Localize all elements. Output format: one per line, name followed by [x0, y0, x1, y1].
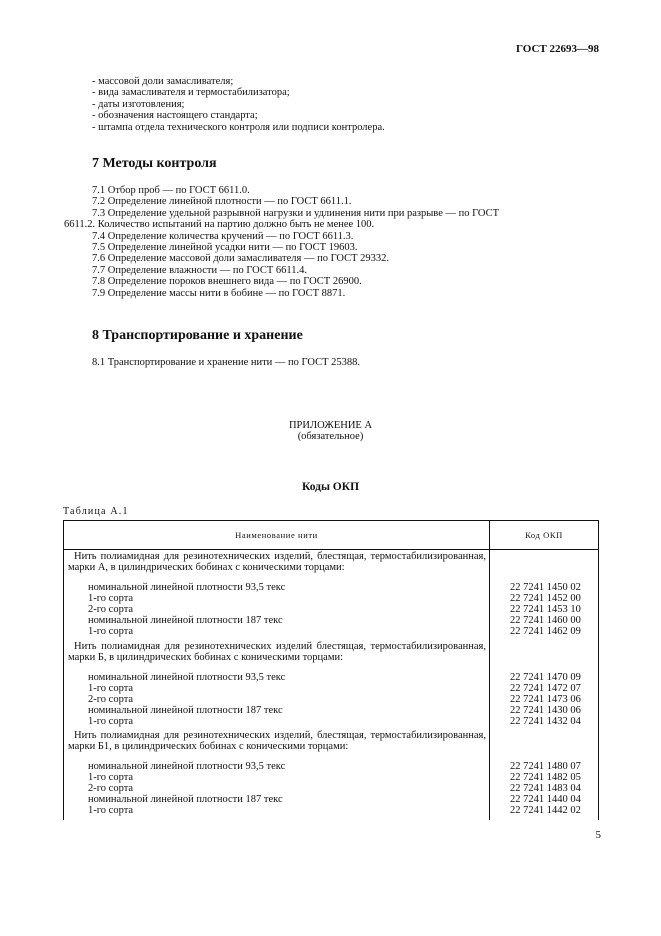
section-7-item: 7.2 Определение линейной плотности — по ГОСТ 6611.1. — [92, 196, 352, 208]
table-row-code: 22 7241 1432 04 — [510, 716, 581, 727]
table-row-code: 22 7241 1483 04 — [510, 783, 581, 794]
okp-codes-table — [63, 520, 599, 820]
table-group-description: Нить полиамидная для резинотехнических изделий, блестящая, термостабилизированная, марки А, в цилиндрических бобинах с коническими торцами: — [68, 551, 486, 574]
appendix-title: ПРИЛОЖЕНИЕ А — [288, 420, 373, 431]
table-row-name: 1-го сорта — [88, 593, 134, 604]
section-7-item: 7.4 Определение количества кручений — по ГОСТ 6611.3. — [92, 230, 354, 242]
list-item: - массовой доли замасливателя; — [92, 76, 234, 87]
table-row-code: 22 7241 1482 05 — [510, 772, 581, 783]
table-row-code: 22 7241 1442 02 — [510, 805, 581, 816]
table-row-name: номинальной линейной плотности 187 текс — [88, 794, 283, 805]
section-7-item: 7.9 Определение массы нити в бобине — по ГОСТ 8871. — [92, 287, 346, 299]
table-row-name: 1-го сорта — [88, 683, 134, 694]
column-header-name: Наименование нити — [235, 530, 318, 540]
table-group-description: Нить полиамидная для резинотехнических изделий, блестящая, термостабилизированная, марки Б1, в цилиндрических бобинах с коническими торцами: — [68, 730, 486, 753]
section-7-item: 7.5 Определение линейной усадки нити — по ГОСТ 19603. — [92, 241, 358, 253]
list-item: - вида замасливателя и термостабилизатора; — [92, 87, 290, 99]
table-row-name: 2-го сорта — [88, 694, 134, 705]
marking-list — [92, 76, 385, 133]
table-row-code: 22 7241 1440 04 — [510, 794, 581, 805]
section-7-item: 7.8 Определение пороков внешнего вида — по ГОСТ 26900. — [92, 276, 362, 288]
table-row-name: номинальной линейной плотности 93,5 текс — [88, 761, 286, 772]
section-8-heading: 8 Транспортирование и хранение — [92, 328, 303, 343]
table-row-name: 2-го сорта — [88, 783, 134, 794]
table-row-code: 22 7241 1453 10 — [510, 604, 581, 615]
table-row-name: 1-го сорта — [88, 716, 134, 727]
table-row-name: 1-го сорта — [88, 626, 134, 637]
section-7-item: 7.6 Определение массовой доли замасливателя — по ГОСТ 29332. — [92, 253, 390, 265]
appendix-heading: Коды ОКП — [301, 481, 360, 493]
section-7-item: 7.1 Отбор проб — по ГОСТ 6611.0. — [92, 185, 250, 196]
table-row-name: номинальной линейной плотности 187 текс — [88, 705, 283, 716]
section-7-heading: 7 Методы контроля — [92, 156, 217, 171]
section-7-item-continuation: 6611.2. Количество испытаний на партию должно быть не менее 100. — [64, 219, 375, 231]
list-item: - обозначения настоящего стандарта; — [92, 110, 258, 122]
section-7-item: 7.7 Определение влажности — по ГОСТ 6611.4. — [92, 264, 308, 276]
section-7-item: 7.3 Определение удельной разрывной нагрузки и удлинения нити при разрыве — по ГОСТ — [92, 207, 500, 219]
section-8-item: 8.1 Транспортирование и хранение нити — по ГОСТ 25388. — [92, 357, 360, 368]
table-row-code: 22 7241 1450 02 — [510, 582, 581, 593]
list-item: - даты изготовления; — [92, 98, 185, 110]
table-row-code: 22 7241 1452 00 — [510, 593, 581, 604]
table-row-code: 22 7241 1480 07 — [510, 761, 581, 772]
table-row-name: номинальной линейной плотности 187 текс — [88, 615, 283, 626]
table-row-code: 22 7241 1472 07 — [510, 683, 581, 694]
table-row-name: номинальной линейной плотности 93,5 текс — [88, 672, 286, 683]
table-row-code: 22 7241 1470 09 — [510, 672, 581, 683]
table-row-code: 22 7241 1430 06 — [510, 705, 581, 716]
table-row-name: номинальной линейной плотности 93,5 текс — [88, 582, 286, 593]
page-number: 5 — [595, 829, 601, 841]
table-row-code: 22 7241 1462 09 — [510, 626, 581, 637]
table-header — [64, 521, 598, 550]
table-row-name: 1-го сорта — [88, 772, 134, 783]
table-row-code: 22 7241 1460 00 — [510, 615, 581, 626]
table-group-description: Нить полиамидная для резинотехнических изделий блестящая, термостабилизированная, марки Б, в цилиндрических бобинах с коническими торцами: — [68, 641, 486, 664]
table-caption: Таблица А.1 — [63, 506, 129, 517]
table-row-name: 1-го сорта — [88, 805, 134, 816]
appendix-subtitle: (обязательное) — [297, 431, 364, 442]
table-row-code: 22 7241 1473 06 — [510, 694, 581, 705]
page-header-standard: ГОСТ 22693—98 — [516, 43, 599, 55]
section-7-items — [64, 185, 500, 299]
list-item: - штампа отдела технического контроля или подписи контролера. — [92, 121, 385, 133]
column-header-code: Код ОКП — [525, 530, 563, 540]
column-divider — [489, 521, 490, 820]
table-row-name: 2-го сорта — [88, 604, 134, 615]
